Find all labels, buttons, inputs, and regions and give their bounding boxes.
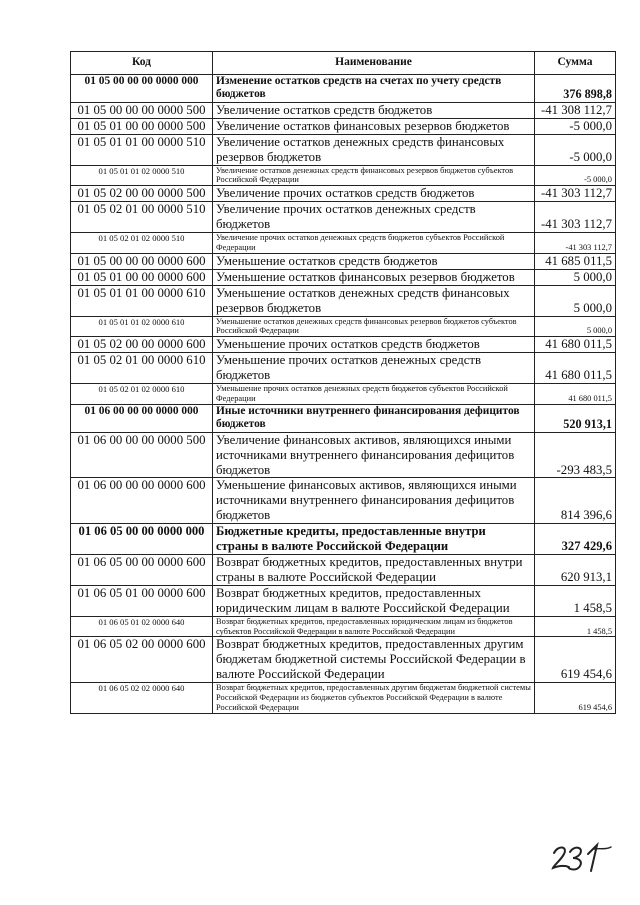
row-name: Увеличение прочих остатков денежных средств бюджетов <box>213 202 535 233</box>
row-sum: 5 000,0 <box>535 285 616 316</box>
table-row <box>71 102 616 118</box>
row-name: Увеличение остатков денежных средств финансовых резервов бюджетов <box>213 134 535 165</box>
table-header <box>71 52 616 75</box>
row-name: Изменение остатков средств на счетах по учету средств бюджетов <box>213 75 535 103</box>
row-code: 01 05 02 00 00 0000 500 <box>71 186 213 202</box>
table-row <box>71 337 616 353</box>
row-sum: 41 685 011,5 <box>535 253 616 269</box>
row-name: Уменьшение остатков денежных средств финансовых резервов бюджетов субъектов Российской Федерации <box>213 316 535 337</box>
row-name: Увеличение прочих остатков денежных средств бюджетов субъектов Российской Федерации <box>213 233 535 254</box>
table-row <box>71 478 616 524</box>
row-sum: 619 454,6 <box>535 637 616 683</box>
table-row <box>71 186 616 202</box>
row-code: 01 05 00 00 00 0000 000 <box>71 75 213 103</box>
row-code: 01 06 05 00 00 0000 600 <box>71 554 213 585</box>
row-code: 01 05 01 00 00 0000 500 <box>71 118 213 134</box>
row-name: Уменьшение остатков средств бюджетов <box>213 253 535 269</box>
table-row <box>71 285 616 316</box>
table-row <box>71 637 616 683</box>
table-row <box>71 524 616 554</box>
row-name: Возврат бюджетных кредитов, предоставленных другим бюджетам бюджетной системы Российской Федерации из бюджетов субъектов Российской Федерации в валюте Российской Федерации <box>213 683 535 713</box>
row-code: 01 05 01 00 00 0000 600 <box>71 269 213 285</box>
row-name: Увеличение остатков денежных средств финансовых резервов бюджетов субъектов Российской Федерации <box>213 165 535 186</box>
row-sum: -5 000,0 <box>535 118 616 134</box>
row-sum: 620 913,1 <box>535 554 616 585</box>
row-sum: 814 396,6 <box>535 478 616 524</box>
row-name: Уменьшение финансовых активов, являющихся иными источниками внутреннего финансирования дефицитов бюджетов <box>213 478 535 524</box>
row-sum: -5 000,0 <box>535 134 616 165</box>
row-sum: -41 303 112,7 <box>535 202 616 233</box>
table-row <box>71 353 616 384</box>
row-code: 01 06 05 01 02 0000 640 <box>71 616 213 637</box>
row-name: Бюджетные кредиты, предоставленные внутри страны в валюте Российской Федерации <box>213 524 535 554</box>
row-code: 01 06 00 00 00 0000 000 <box>71 404 213 432</box>
row-sum: 327 429,6 <box>535 524 616 554</box>
row-sum: 5 000,0 <box>535 269 616 285</box>
row-code: 01 05 01 01 02 0000 510 <box>71 165 213 186</box>
budget-sources-table <box>70 51 616 714</box>
row-sum: 1 458,5 <box>535 616 616 637</box>
table-row <box>71 134 616 165</box>
row-code: 01 05 01 01 00 0000 510 <box>71 134 213 165</box>
row-name: Возврат бюджетных кредитов, предоставленных внутри страны в валюте Российской Федерации <box>213 554 535 585</box>
row-name: Уменьшение остатков денежных средств финансовых резервов бюджетов <box>213 285 535 316</box>
row-code: 01 05 01 01 02 0000 610 <box>71 316 213 337</box>
table-row <box>71 384 616 405</box>
table-row <box>71 316 616 337</box>
table-row <box>71 554 616 585</box>
table-row <box>71 118 616 134</box>
row-sum: -293 483,5 <box>535 432 616 478</box>
row-code: 01 05 00 00 00 0000 600 <box>71 253 213 269</box>
row-name: Увеличение финансовых активов, являющихся иными источниками внутреннего финансирования дефицитов бюджетов <box>213 432 535 478</box>
handwritten-page-number <box>550 841 614 875</box>
row-code: 01 05 00 00 00 0000 500 <box>71 102 213 118</box>
row-sum: -41 303 112,7 <box>535 186 616 202</box>
row-code: 01 06 00 00 00 0000 500 <box>71 432 213 478</box>
row-sum: 5 000,0 <box>535 316 616 337</box>
row-sum: 41 680 011,5 <box>535 384 616 405</box>
table-row <box>71 269 616 285</box>
header-sum: Сумма <box>535 52 616 75</box>
row-sum: 41 680 011,5 <box>535 353 616 384</box>
header-code: Код <box>71 52 213 75</box>
table-body <box>71 75 616 714</box>
row-code: 01 05 02 00 00 0000 600 <box>71 337 213 353</box>
row-name: Уменьшение остатков финансовых резервов бюджетов <box>213 269 535 285</box>
row-name: Увеличение остатков финансовых резервов бюджетов <box>213 118 535 134</box>
row-name: Иные источники внутреннего финансирования дефицитов бюджетов <box>213 404 535 432</box>
row-sum: -5 000,0 <box>535 165 616 186</box>
row-code: 01 05 02 01 00 0000 510 <box>71 202 213 233</box>
row-name: Возврат бюджетных кредитов, предоставленных юридическим лицам из бюджетов субъектов Российской Федерации в валюте Российской Федерации <box>213 616 535 637</box>
row-name: Уменьшение прочих остатков денежных средств бюджетов субъектов Российской Федерации <box>213 384 535 405</box>
row-code: 01 06 00 00 00 0000 600 <box>71 478 213 524</box>
table-row <box>71 165 616 186</box>
row-code: 01 05 02 01 02 0000 610 <box>71 384 213 405</box>
row-code: 01 06 05 01 00 0000 600 <box>71 585 213 616</box>
header-row <box>71 52 616 75</box>
table-row <box>71 432 616 478</box>
row-sum: 41 680 011,5 <box>535 337 616 353</box>
table-row <box>71 404 616 432</box>
row-name: Возврат бюджетных кредитов, предоставленных юридическим лицам в валюте Российской Федерации <box>213 585 535 616</box>
row-sum: 520 913,1 <box>535 404 616 432</box>
table-row <box>71 253 616 269</box>
table-row <box>71 683 616 713</box>
row-code: 01 05 02 01 02 0000 510 <box>71 233 213 254</box>
row-sum: -41 303 112,7 <box>535 233 616 254</box>
row-code: 01 05 01 01 00 0000 610 <box>71 285 213 316</box>
row-name: Увеличение прочих остатков средств бюджетов <box>213 186 535 202</box>
row-code: 01 06 05 02 00 0000 600 <box>71 637 213 683</box>
row-name: Возврат бюджетных кредитов, предоставленных другим бюджетам бюджетной системы Российской Федерации в валюте Российской Федерации <box>213 637 535 683</box>
row-sum: -41 308 112,7 <box>535 102 616 118</box>
table-row <box>71 75 616 103</box>
row-sum: 1 458,5 <box>535 585 616 616</box>
row-name: Уменьшение прочих остатков средств бюджетов <box>213 337 535 353</box>
budget-table-container <box>70 51 615 714</box>
row-code: 01 06 05 00 00 0000 000 <box>71 524 213 554</box>
row-sum: 376 898,8 <box>535 75 616 103</box>
table-row <box>71 585 616 616</box>
row-sum: 619 454,6 <box>535 683 616 713</box>
row-name: Уменьшение прочих остатков денежных средств бюджетов <box>213 353 535 384</box>
table-row <box>71 233 616 254</box>
header-name: Наименование <box>213 52 535 75</box>
table-row <box>71 616 616 637</box>
row-name: Увеличение остатков средств бюджетов <box>213 102 535 118</box>
row-code: 01 06 05 02 02 0000 640 <box>71 683 213 713</box>
row-code: 01 05 02 01 00 0000 610 <box>71 353 213 384</box>
table-row <box>71 202 616 233</box>
